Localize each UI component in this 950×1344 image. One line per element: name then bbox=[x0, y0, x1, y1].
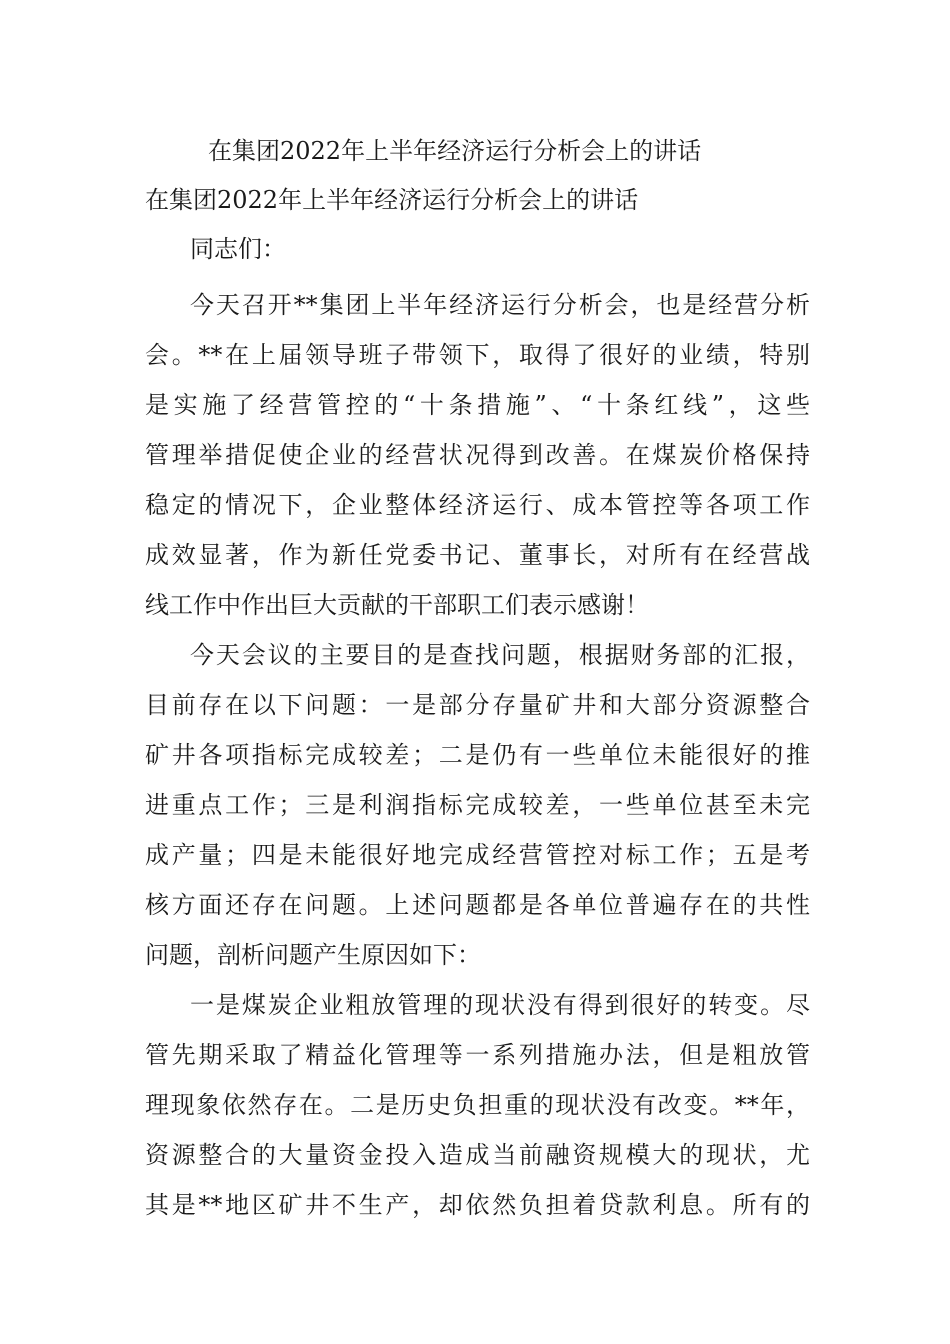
text-line: 核方面还存在问题。上述问题都是各单位普遍存在的共性 bbox=[145, 891, 810, 919]
text-line: 进重点工作；三是利润指标完成较差，一些单位甚至未完 bbox=[145, 791, 810, 819]
text-line: 线工作中作出巨大贡献的干部职工们表示感谢！ bbox=[145, 591, 649, 619]
text-line: 稳定的情况下，企业整体经济运行、成本管控等各项工作 bbox=[145, 491, 810, 519]
paragraph-1 bbox=[145, 280, 810, 630]
text-line: 资源整合的大量资金投入造成当前融资规模大的现状，尤 bbox=[145, 1141, 810, 1169]
text-line: 今天召开**集团上半年经济运行分析会，也是经营分析 bbox=[190, 291, 810, 319]
paragraph-2 bbox=[145, 630, 810, 980]
paragraph-3 bbox=[145, 980, 810, 1230]
text-line: 矿井各项指标完成较差；二是仍有一些单位未能很好的推 bbox=[145, 741, 810, 769]
text-line: 是实施了经营管控的“十条措施”、“十条红线”，这些 bbox=[145, 391, 810, 419]
text-line: 理现象依然存在。二是历史负担重的现状没有改变。**年， bbox=[145, 1091, 810, 1119]
text-line: 管先期采取了精益化管理等一系列措施办法，但是粗放管 bbox=[145, 1041, 810, 1069]
text-line: 会。**在上届领导班子带领下，取得了很好的业绩，特别 bbox=[145, 341, 810, 369]
salutation: 同志们： bbox=[190, 235, 286, 263]
text-line: 管理举措促使企业的经营状况得到改善。在煤炭价格保持 bbox=[145, 441, 810, 469]
text-line: 问题，剖析问题产生原因如下： bbox=[145, 941, 481, 969]
text-line: 目前存在以下问题：一是部分存量矿井和大部分资源整合 bbox=[145, 691, 810, 719]
text-line: 成效显著，作为新任党委书记、董事长，对所有在经营战 bbox=[145, 541, 810, 569]
text-line: 其是**地区矿井不生产，却依然负担着贷款利息。所有的 bbox=[145, 1191, 810, 1219]
document-subtitle: 在集团2022年上半年经济运行分析会上的讲话 bbox=[145, 186, 639, 214]
document-title: 在集团2022年上半年经济运行分析会上的讲话 bbox=[208, 137, 702, 165]
text-line: 今天会议的主要目的是查找问题，根据财务部的汇报， bbox=[190, 641, 810, 669]
text-line: 成产量；四是未能很好地完成经营管控对标工作；五是考 bbox=[145, 841, 810, 869]
text-line: 一是煤炭企业粗放管理的现状没有得到很好的转变。尽 bbox=[190, 991, 810, 1019]
document-body bbox=[145, 280, 810, 1230]
